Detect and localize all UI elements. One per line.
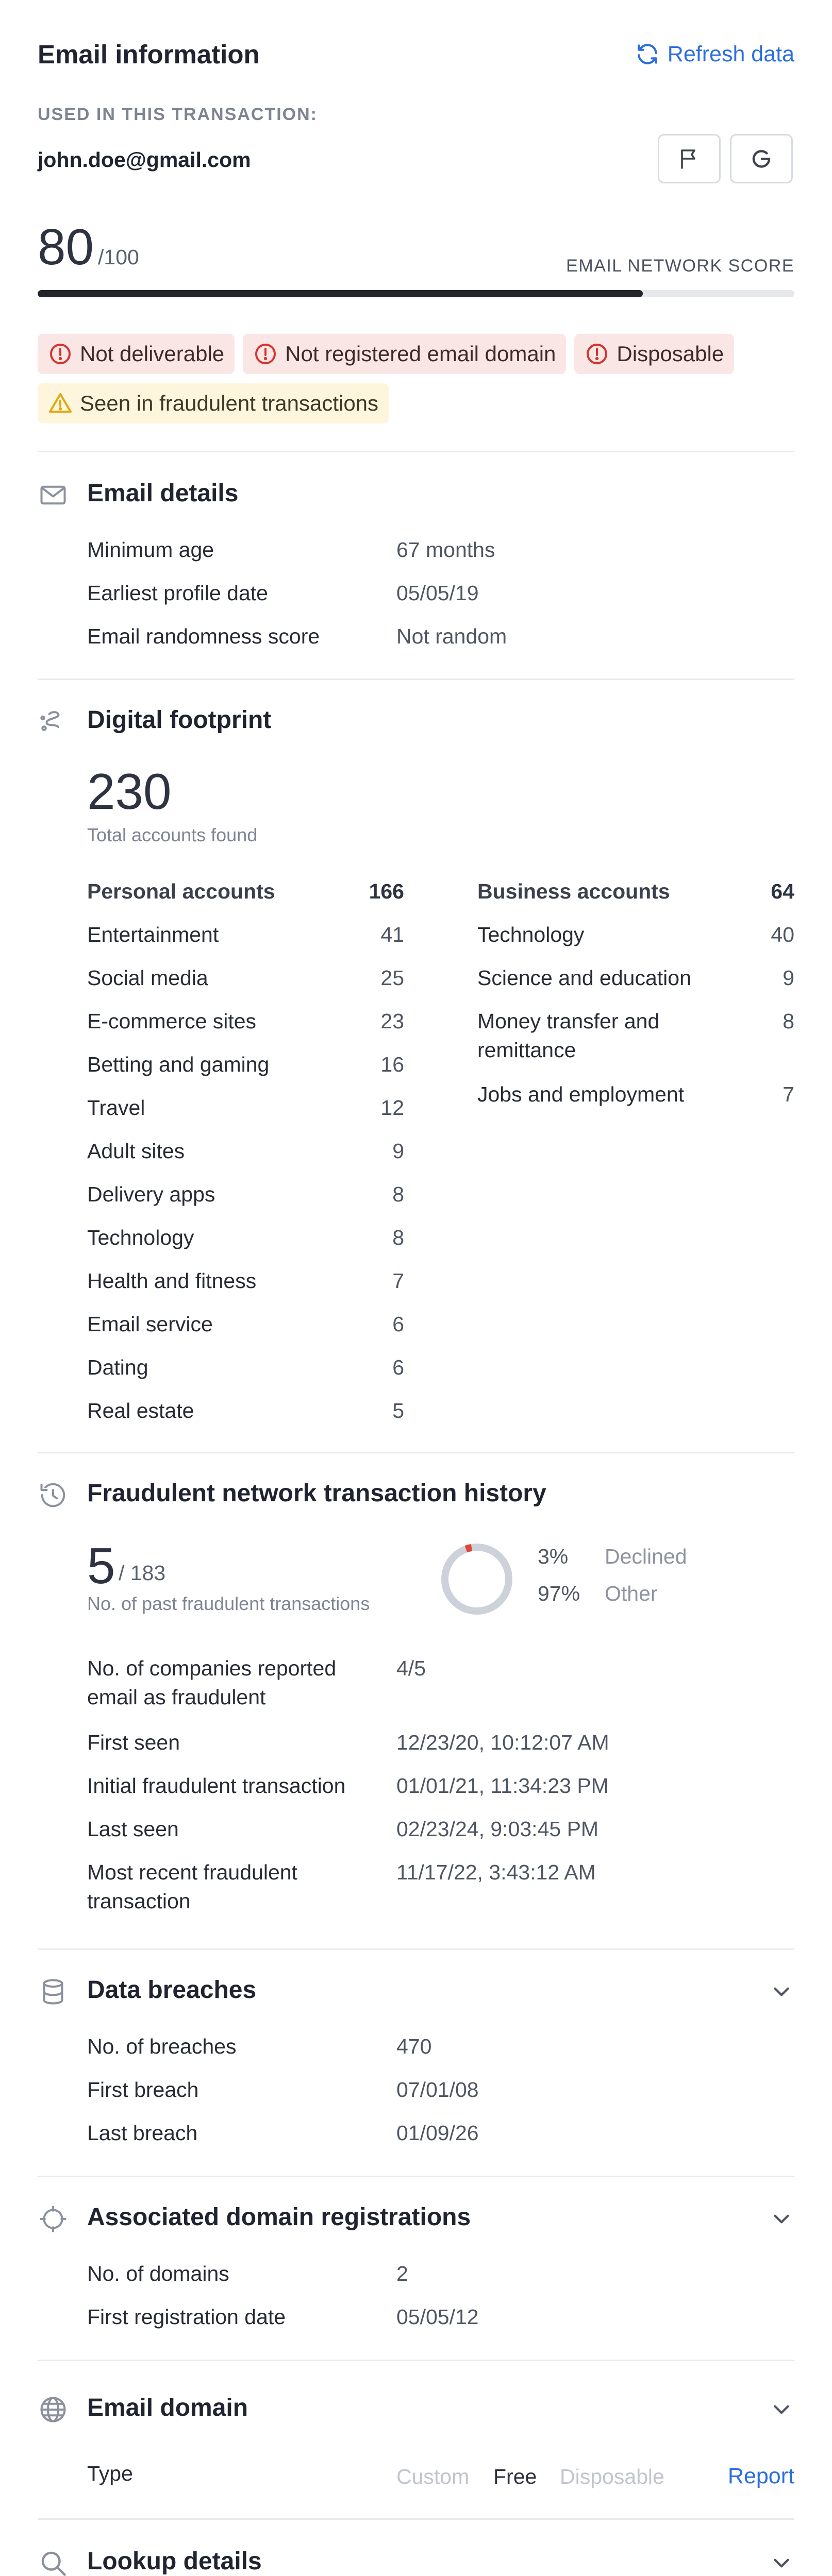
business-category-count: 7 xyxy=(783,1082,794,1106)
total-transactions: / 183 xyxy=(119,1561,166,1585)
email-domain-type-label: Type xyxy=(87,2462,133,2485)
history-value: 12/23/20, 10:12:07 AM xyxy=(396,1731,609,1754)
personal-category-count: 7 xyxy=(392,1269,404,1293)
domain-type-option-free: Free xyxy=(493,2465,537,2488)
business-accounts-count: 64 xyxy=(771,879,794,903)
history-value: 02/23/24, 9:03:45 PM xyxy=(396,1817,599,1841)
score-bar-fill xyxy=(38,290,643,297)
history-value: 4/5 xyxy=(396,1656,426,1680)
badge-label: Disposable xyxy=(617,342,724,366)
google-icon xyxy=(749,146,774,171)
business-category: Jobs and employment xyxy=(477,1082,685,1106)
envelope-icon xyxy=(38,480,69,511)
section-title-domain-registrations: Associated domain registrations xyxy=(87,2204,471,2231)
refresh-data-button[interactable] xyxy=(635,41,794,67)
flag-icon xyxy=(677,146,702,171)
divider xyxy=(38,2518,794,2520)
personal-category: Technology xyxy=(87,1226,194,1249)
chevron-down-icon[interactable] xyxy=(769,2550,794,2576)
total-accounts-count: 230 xyxy=(87,763,172,820)
section-title-email-details: Email details xyxy=(87,480,239,507)
report-link[interactable]: Report xyxy=(727,2464,794,2488)
domain-type-option-custom: Custom xyxy=(396,2465,470,2488)
history-key: First seen xyxy=(87,1731,180,1754)
domain-type-option-disposable: Disposable xyxy=(560,2465,664,2488)
legend-declined-pct: 3% xyxy=(538,1545,569,1568)
divider xyxy=(38,1948,794,1950)
personal-category-count: 5 xyxy=(392,1399,404,1422)
badge-not-deliverable xyxy=(38,334,235,374)
divider xyxy=(38,451,794,452)
divider xyxy=(38,2176,794,2177)
breach-value: 01/09/26 xyxy=(396,2121,479,2145)
personal-category: Email service xyxy=(87,1312,213,1336)
breach-key: Last breach xyxy=(87,2121,198,2145)
email-network-score xyxy=(38,218,139,275)
business-category-count: 40 xyxy=(771,923,794,946)
error-icon xyxy=(585,342,609,366)
divider xyxy=(38,1452,794,1453)
personal-category-count: 16 xyxy=(380,1053,404,1076)
score-label: EMAIL NETWORK SCORE xyxy=(566,256,794,276)
detail-value: Not random xyxy=(396,624,507,648)
personal-category-count: 8 xyxy=(392,1226,404,1249)
globe-icon xyxy=(38,2394,69,2425)
history-key: Last seen xyxy=(87,1817,179,1841)
business-category: Technology xyxy=(477,923,585,946)
fraudulent-transactions-count: 5 xyxy=(87,1537,115,1594)
domain-value: 05/05/12 xyxy=(396,2305,479,2329)
personal-category: Social media xyxy=(87,966,208,990)
detail-key: Earliest profile date xyxy=(87,581,268,605)
badge-label: Not registered email domain xyxy=(285,342,556,366)
detail-value: 05/05/19 xyxy=(396,581,479,605)
detail-value: 67 months xyxy=(396,538,495,562)
history-value: 11/17/22, 3:43:12 AM xyxy=(396,1860,596,1884)
email-address: john.doe@gmail.com xyxy=(38,148,251,172)
email-information-panel xyxy=(38,0,794,2576)
personal-accounts-count: 166 xyxy=(369,879,404,903)
chevron-down-icon[interactable] xyxy=(769,2397,794,2422)
personal-category: E-commerce sites xyxy=(87,1009,257,1033)
detail-key: Email randomness score xyxy=(87,624,320,648)
breach-value: 07/01/08 xyxy=(396,2078,479,2102)
personal-category-count: 9 xyxy=(392,1139,404,1163)
personal-accounts-heading: Personal accounts xyxy=(87,879,275,903)
domain-key: No. of domains xyxy=(87,2262,229,2285)
badge-label: Seen in fraudulent transactions xyxy=(80,391,379,415)
section-title-email-domain: Email domain xyxy=(87,2394,248,2421)
history-key: No. of companies reported email as fraudulent xyxy=(87,1656,337,1709)
donut-slice-declined xyxy=(466,1548,472,1549)
personal-category: Betting and gaming xyxy=(87,1053,270,1076)
detail-key: Minimum age xyxy=(87,538,214,562)
history-icon xyxy=(38,1480,69,1511)
total-accounts-label: Total accounts found xyxy=(87,824,258,845)
business-category: Science and education xyxy=(477,966,691,990)
divider xyxy=(38,2360,794,2361)
personal-category-count: 6 xyxy=(392,1355,404,1379)
chevron-down-icon[interactable] xyxy=(769,2206,794,2232)
risk-badges xyxy=(38,334,794,423)
breach-value: 470 xyxy=(396,2035,432,2058)
business-accounts-heading: Business accounts xyxy=(477,879,670,903)
personal-category-count: 6 xyxy=(392,1312,404,1336)
refresh-icon xyxy=(635,41,660,67)
personal-category: Real estate xyxy=(87,1399,194,1422)
personal-category: Entertainment xyxy=(87,923,219,946)
breach-key: No. of breaches xyxy=(87,2035,237,2058)
donut-slice-other xyxy=(445,1547,509,1611)
flag-button[interactable] xyxy=(658,134,721,183)
divider xyxy=(38,679,794,680)
database-icon xyxy=(38,1976,69,2007)
badge-not-registered-domain xyxy=(243,334,566,374)
personal-category-count: 8 xyxy=(392,1182,404,1206)
badge-disposable xyxy=(574,334,734,374)
chevron-down-icon[interactable] xyxy=(769,1979,794,2005)
google-search-button[interactable] xyxy=(730,134,793,183)
domain-value: 2 xyxy=(396,2262,408,2285)
personal-category: Health and fitness xyxy=(87,1269,257,1293)
score-max: /100 xyxy=(98,245,139,269)
declined-donut-chart xyxy=(438,1540,515,1618)
personal-category: Adult sites xyxy=(87,1139,185,1163)
personal-category-count: 25 xyxy=(380,966,404,990)
history-key: Most recent fraudulent transaction xyxy=(87,1860,297,1913)
search-icon xyxy=(38,2548,69,2576)
refresh-data-label: Refresh data xyxy=(667,41,794,66)
panel-title: Email information xyxy=(38,40,260,69)
badge-seen-fraudulent xyxy=(38,383,389,423)
footprint-icon xyxy=(38,706,69,737)
personal-category-count: 23 xyxy=(380,1009,404,1033)
badge-label: Not deliverable xyxy=(80,342,225,366)
personal-category: Dating xyxy=(87,1355,148,1379)
score-bar xyxy=(38,290,794,297)
business-category-count: 9 xyxy=(783,966,794,990)
warning-icon xyxy=(48,391,73,416)
section-title-data-breaches: Data breaches xyxy=(87,1976,257,2004)
section-title-lookup-details[interactable]: Lookup details xyxy=(87,2548,262,2575)
domain-registration-icon xyxy=(38,2204,69,2234)
used-in-transaction-label: USED IN THIS TRANSACTION: xyxy=(38,105,318,124)
score-value: 80 xyxy=(38,218,94,275)
personal-category: Delivery apps xyxy=(87,1182,215,1206)
legend-other-pct: 97% xyxy=(538,1582,580,1605)
section-title-fraud-history: Fraudulent network transaction history xyxy=(87,1480,546,1507)
history-value: 01/01/21, 11:34:23 PM xyxy=(396,1774,609,1798)
fraudulent-transactions-label: No. of past fraudulent transactions xyxy=(87,1593,370,1614)
personal-category-count: 41 xyxy=(380,923,404,946)
section-title-digital-footprint: Digital footprint xyxy=(87,706,272,734)
breach-key: First breach xyxy=(87,2078,199,2102)
business-category: Money transfer and remittance xyxy=(477,1009,660,1062)
error-icon xyxy=(253,342,278,366)
error-icon xyxy=(48,342,73,366)
legend-declined-label: Declined xyxy=(605,1545,687,1568)
legend-other-label: Other xyxy=(605,1582,658,1605)
history-key: Initial fraudulent transaction xyxy=(87,1774,346,1798)
personal-category: Travel xyxy=(87,1096,145,1120)
business-category-count: 8 xyxy=(783,1009,794,1033)
personal-category-count: 12 xyxy=(380,1096,404,1120)
domain-key: First registration date xyxy=(87,2305,286,2329)
